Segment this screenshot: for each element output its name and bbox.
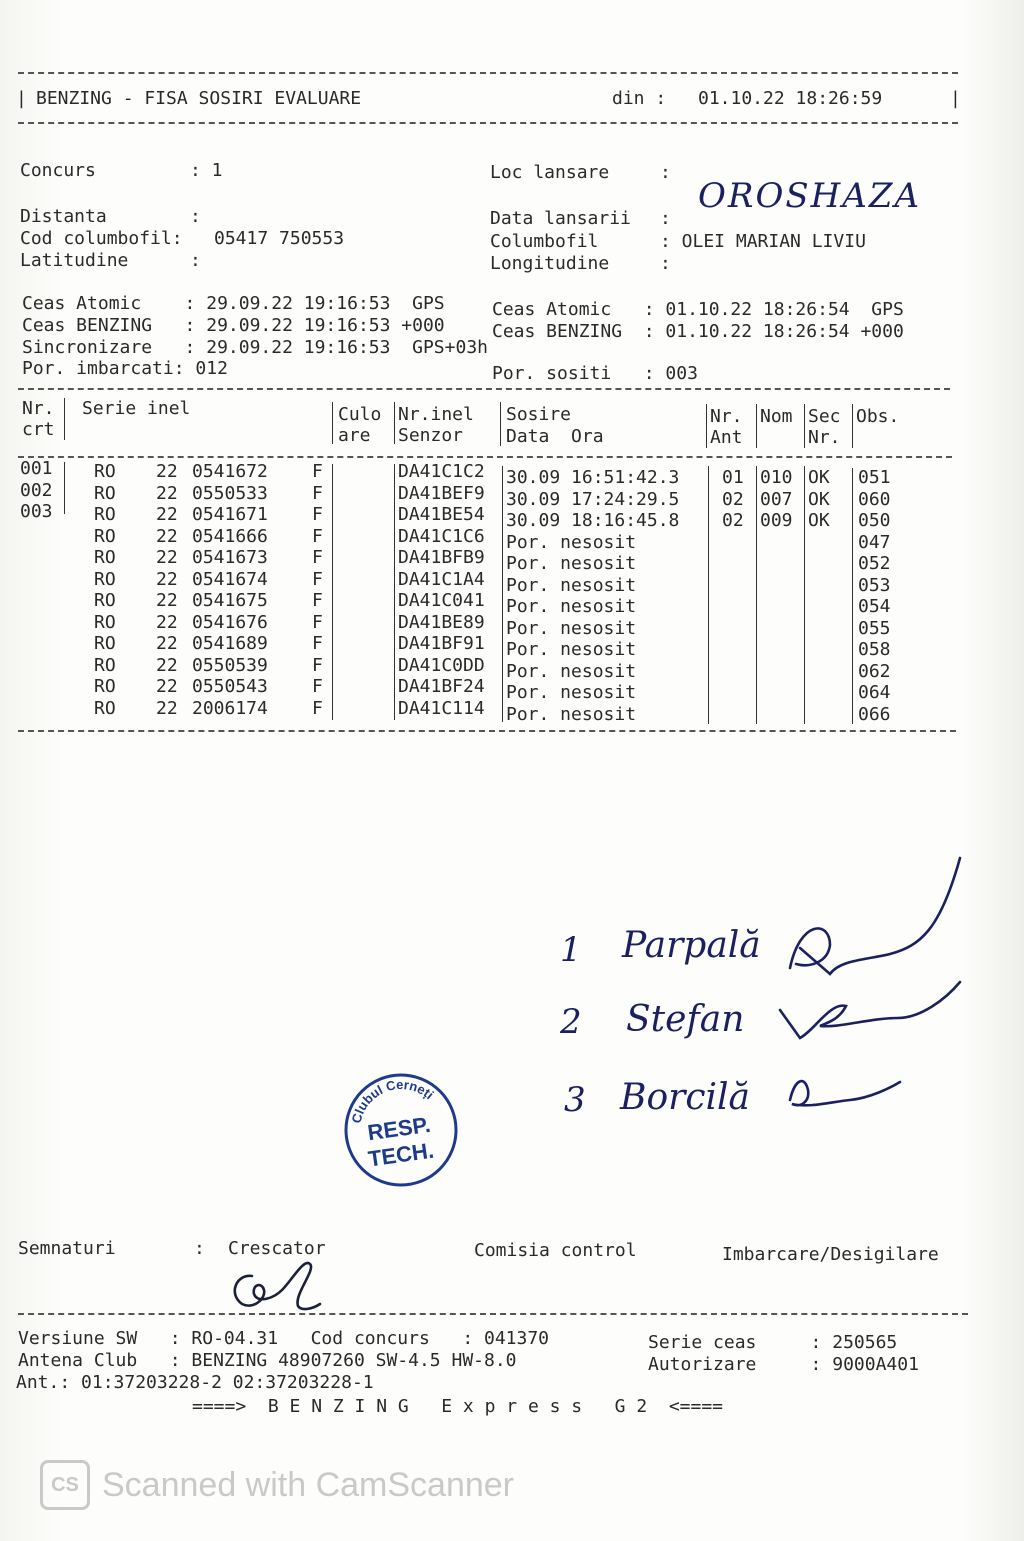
row-year: 22: [156, 676, 178, 697]
row-year: 22: [156, 482, 178, 504]
row-sensor: DA41C1C6: [398, 525, 485, 547]
cod-label: Cod columbofil:: [20, 228, 183, 249]
handwritten-number-3: 3: [564, 1080, 586, 1120]
camscanner-logo-icon: CS: [40, 1460, 90, 1510]
row-obs: 050: [858, 510, 891, 531]
handwritten-name-2: Stefan: [626, 999, 745, 1040]
col-separator: [64, 398, 65, 440]
col-header-nr: Nr.: [22, 398, 55, 419]
row-ring-number: 0541666: [192, 525, 268, 547]
row-country: RO: [94, 461, 116, 482]
header-din-label: din :: [612, 88, 667, 109]
row-arrival: 30.09 18:16:45.8: [506, 510, 680, 531]
concurs-label: Concurs: [20, 160, 96, 181]
ceas-benzing-left: Ceas BENZING : 29.09.22 19:16:53 +000: [22, 315, 445, 336]
row-country: RO: [94, 654, 116, 676]
row-arrival: Por. nesosit: [506, 639, 637, 660]
row-sex: F: [312, 568, 323, 590]
row-sex: F: [312, 611, 323, 633]
data-lansarii-colon: :: [660, 208, 671, 229]
longitudine-value: :: [660, 253, 671, 274]
row-sex: F: [312, 654, 323, 676]
row-country: RO: [94, 633, 116, 654]
row-sensor: DA41C0DD: [398, 654, 485, 676]
col-separator: [394, 402, 395, 444]
row-ring-number: 0550539: [192, 654, 268, 676]
semnaturi-label: Semnaturi: [18, 1238, 116, 1259]
row-obs: 053: [858, 574, 891, 596]
antena-club-line: Antena Club : BENZING 48907260 SW-4.5 HW-8.0: [18, 1350, 517, 1371]
handwritten-number-2: 2: [560, 1002, 582, 1042]
row-arrival: Por. nesosit: [506, 553, 637, 574]
row-country: RO: [94, 568, 116, 590]
row-country: RO: [94, 547, 116, 568]
row-country: RO: [94, 697, 116, 719]
row-sex: F: [312, 697, 323, 719]
row-ring-number: 0541674: [192, 568, 268, 590]
row-ring-number: 0550533: [192, 482, 268, 504]
row-sex: F: [312, 547, 323, 568]
ceas-atomic-left: Ceas Atomic : 29.09.22 19:16:53 GPS: [22, 293, 445, 314]
header-datetime: 01.10.22 18:26:59: [698, 88, 883, 109]
row-sex: F: [312, 504, 323, 525]
row-crt: 001: [20, 458, 53, 479]
porumbei-sositi: Por. sositi : 003: [492, 363, 698, 384]
cod-value: 05417 750553: [214, 228, 345, 249]
row-ring-number: 0541673: [192, 547, 268, 568]
crescator-label: Crescator: [228, 1238, 326, 1259]
table-row: [0, 458, 1024, 488]
col-header-sec-nr: Nr.: [808, 427, 841, 448]
handwritten-name-3: Borcilă: [620, 1077, 750, 1118]
divider: [18, 1313, 968, 1315]
row-arrival: 30.09 17:24:29.5: [506, 488, 680, 510]
row-sensor: DA41C041: [398, 590, 485, 611]
divider: [18, 730, 956, 732]
row-year: 22: [156, 697, 178, 719]
row-sensor: DA41BF24: [398, 676, 485, 697]
col-header-are: are: [338, 425, 371, 446]
col-header-data-ora: Data Ora: [506, 426, 604, 447]
columbofil-value: : OLEI MARIAN LIVIU: [660, 231, 866, 252]
row-obs: 055: [858, 617, 891, 639]
row-obs: 066: [858, 703, 891, 725]
handwritten-name-1: Parpală: [622, 925, 761, 966]
col-header-nrinel: Nr.inel: [398, 404, 474, 425]
row-antenna: 01: [722, 467, 744, 488]
row-year: 22: [156, 547, 178, 568]
row-country: RO: [94, 504, 116, 525]
row-sec: OK: [808, 467, 830, 488]
table-row: [0, 673, 1024, 703]
row-year: 22: [156, 611, 178, 633]
row-arrival: 30.09 16:51:42.3: [506, 467, 680, 488]
latitudine-value: :: [190, 250, 201, 271]
row-country: RO: [94, 590, 116, 611]
row-year: 22: [156, 461, 178, 482]
serie-ceas: Serie ceas : 250565: [648, 1332, 898, 1353]
row-year: 22: [156, 504, 178, 525]
row-sec: OK: [808, 488, 830, 510]
col-header-senzor: Senzor: [398, 425, 464, 446]
handwritten-number-1: 1: [560, 930, 582, 970]
header-bar-right: |: [950, 88, 961, 109]
col-header-sosire: Sosire: [506, 404, 572, 425]
row-ring-number: 0541675: [192, 590, 268, 611]
row-ring-number: 2006174: [192, 697, 268, 719]
camscanner-watermark: [40, 1460, 514, 1510]
row-arrival: Por. nesosit: [506, 617, 637, 639]
table-row: [0, 630, 1024, 660]
row-crt: 003: [20, 501, 53, 522]
sincronizare: Sincronizare : 29.09.22 19:16:53 GPS+03h: [22, 337, 488, 358]
porumbei-imbarcati: Por. imbarcati: 012: [22, 358, 228, 379]
row-country: RO: [94, 482, 116, 504]
loc-lansare-label: Loc lansare: [490, 162, 610, 183]
row-arrival: Por. nesosit: [506, 682, 637, 703]
col-header-culo: Culo: [338, 404, 382, 425]
divider: [18, 122, 958, 124]
benzing-express-banner: ====> B E N Z I N G E x p r e s s G 2 <====: [192, 1396, 724, 1417]
data-lansarii-label: Data lansarii: [490, 208, 631, 229]
row-obs: 051: [858, 467, 891, 488]
col-header-sec: Sec: [808, 406, 841, 427]
latitudine-label: Latitudine: [20, 250, 129, 271]
row-arrival: Por. nesosit: [506, 660, 637, 682]
row-sex: F: [312, 590, 323, 611]
row-ring-number: 0541672: [192, 461, 268, 482]
antenna-ids: Ant.: 01:37203228-2 02:37203228-1: [16, 1372, 374, 1393]
col-separator: [804, 404, 805, 448]
svg-text:TECH.: TECH.: [366, 1137, 436, 1172]
ceas-atomic-right: Ceas Atomic : 01.10.22 18:26:54 GPS: [492, 299, 904, 320]
table-row: [0, 695, 1024, 725]
row-sensor: DA41BFB9: [398, 547, 485, 568]
row-sensor: DA41BF91: [398, 633, 485, 654]
ceas-benzing-right: Ceas BENZING : 01.10.22 18:26:54 +000: [492, 321, 904, 342]
divider: [18, 388, 950, 390]
col-header-serie: Serie inel: [82, 398, 191, 419]
loc-lansare-handwritten: OROSHAZA: [698, 176, 922, 216]
row-antenna: 02: [722, 488, 744, 510]
imbarcare-label: Imbarcare/Desigilare: [722, 1244, 939, 1265]
row-year: 22: [156, 568, 178, 590]
row-obs: 064: [858, 682, 891, 703]
loc-lansare-colon: :: [660, 162, 671, 183]
row-sec: OK: [808, 510, 830, 531]
row-sensor: DA41C114: [398, 697, 485, 719]
row-ring-number: 0541671: [192, 504, 268, 525]
col-header-obs: Obs.: [856, 406, 900, 427]
row-country: RO: [94, 525, 116, 547]
row-obs: 052: [858, 553, 891, 574]
row-antenna: 02: [722, 510, 744, 531]
row-sex: F: [312, 525, 323, 547]
table-row: [0, 479, 1024, 510]
row-sex: F: [312, 461, 323, 482]
table-row: [0, 566, 1024, 596]
table-row: [0, 609, 1024, 639]
row-sensor: DA41C1A4: [398, 568, 485, 590]
row-sensor: DA41BE89: [398, 611, 485, 633]
row-obs: 058: [858, 639, 891, 660]
row-crt: 002: [20, 479, 53, 501]
club-stamp: [342, 1066, 460, 1194]
row-nom: 009: [760, 510, 793, 531]
col-separator: [706, 404, 707, 448]
row-country: RO: [94, 676, 116, 697]
row-ring-number: 0550543: [192, 676, 268, 697]
col-separator: [852, 404, 853, 448]
row-arrival: Por. nesosit: [506, 596, 637, 617]
col-header-ant: Ant: [710, 427, 743, 448]
col-separator: [500, 402, 501, 446]
table-row: [0, 523, 1024, 553]
table-row: [0, 652, 1024, 682]
columbofil-label: Columbofil: [490, 231, 599, 252]
row-year: 22: [156, 633, 178, 654]
row-sex: F: [312, 482, 323, 504]
row-obs: 047: [858, 531, 891, 553]
row-arrival: Por. nesosit: [506, 703, 637, 725]
row-year: 22: [156, 525, 178, 547]
svg-text:RESP.: RESP.: [365, 1111, 432, 1146]
semnaturi-colon: :: [194, 1238, 205, 1259]
crescator-signature: [222, 1254, 332, 1314]
row-nom: 010: [760, 467, 793, 488]
row-sensor: DA41BE54: [398, 504, 485, 525]
autorizare: Autorizare : 9000A401: [648, 1354, 919, 1375]
document-title: BENZING - FISA SOSIRI EVALUARE: [36, 88, 362, 109]
table-row: [0, 501, 1024, 531]
row-obs: 060: [858, 488, 891, 510]
distanta-value: :: [190, 206, 201, 227]
concurs-value: : 1: [190, 160, 223, 181]
table-row: [0, 587, 1024, 617]
col-header-nom: Nom: [760, 406, 793, 427]
row-country: RO: [94, 611, 116, 633]
table-row: [0, 544, 1024, 574]
distanta-label: Distanta: [20, 206, 107, 227]
row-year: 22: [156, 654, 178, 676]
versiune-sw-line: Versiune SW : RO-04.31 Cod concurs : 041370: [18, 1328, 550, 1349]
row-sex: F: [312, 633, 323, 654]
camscanner-text: Scanned with CamScanner: [102, 1465, 515, 1504]
row-obs: 054: [858, 596, 891, 617]
row-obs: 062: [858, 660, 891, 682]
svg-text:Clubul Cerneți: Clubul Cerneți: [348, 1076, 437, 1125]
row-sensor: DA41C1C2: [398, 461, 485, 482]
col-separator: [756, 404, 757, 448]
divider: [18, 72, 958, 74]
row-arrival: Por. nesosit: [506, 574, 637, 596]
col-header-crt: crt: [22, 419, 55, 440]
row-sensor: DA41BEF9: [398, 482, 485, 504]
row-year: 22: [156, 590, 178, 611]
col-header-nr-ant: Nr.: [710, 406, 743, 427]
row-ring-number: 0541676: [192, 611, 268, 633]
col-separator: [332, 402, 333, 444]
handwritten-signatures: [770, 850, 980, 1140]
row-sex: F: [312, 676, 323, 697]
comisia-label: Comisia control: [474, 1240, 637, 1261]
row-nom: 007: [760, 488, 793, 510]
longitudine-label: Longitudine: [490, 253, 610, 274]
row-arrival: Por. nesosit: [506, 531, 637, 553]
header-bar-left: |: [16, 88, 27, 109]
row-ring-number: 0541689: [192, 633, 268, 654]
